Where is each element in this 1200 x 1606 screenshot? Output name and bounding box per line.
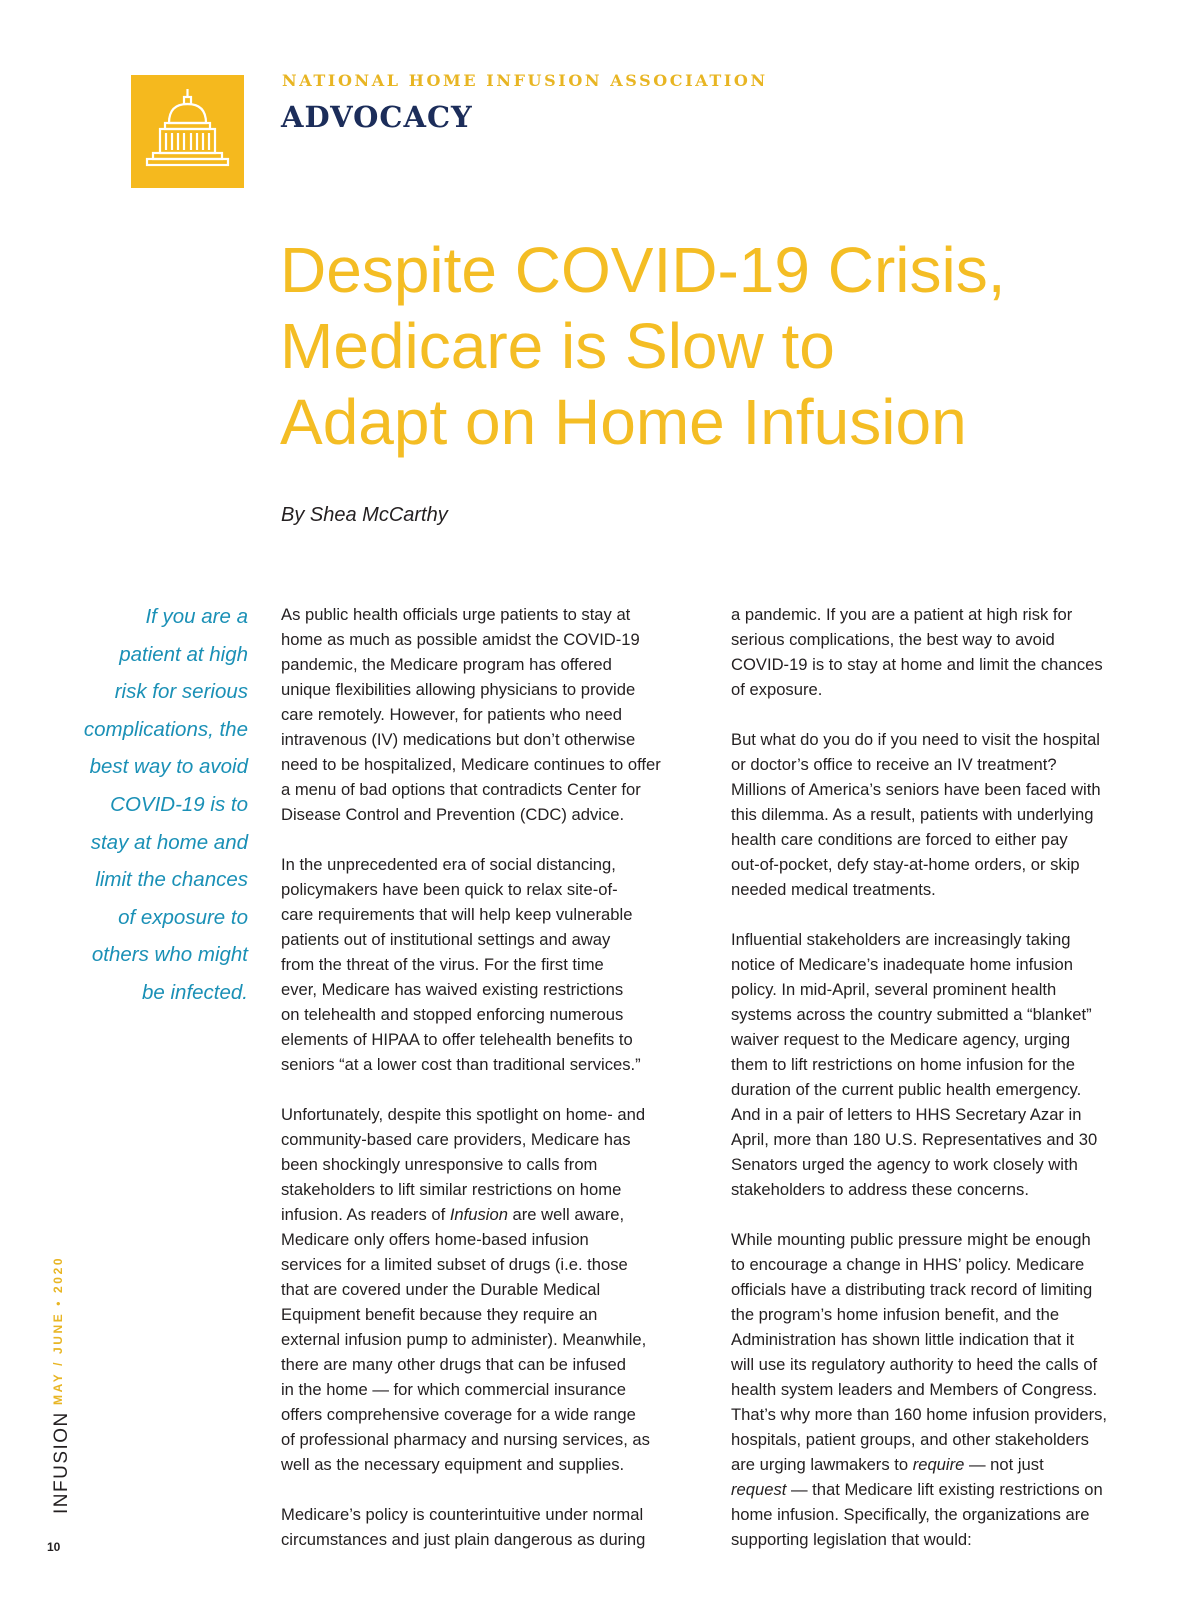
article-line: Medicare only offers home-based infusion (281, 1230, 589, 1249)
article-line: infusion. As readers of Infusion are well aware, (281, 1205, 625, 1224)
article-line: external infusion pump to administer). Meanwhile, (281, 1330, 647, 1349)
headline-line: Despite COVID-19 Crisis, (280, 234, 1006, 306)
article-line: COVID-19 is to stay at home and limit the chances (731, 655, 1103, 674)
pull-quote-line: patient at high (119, 642, 248, 666)
article-paragraph (731, 602, 1156, 702)
article-line: pandemic, the Medicare program has offered (281, 655, 612, 674)
article-line: Disease Control and Prevention (CDC) advice. (281, 805, 625, 824)
article-line: of exposure. (731, 680, 823, 699)
article-line: will use its regulatory authority to heed the calls of (731, 1355, 1098, 1374)
article-line: Senators urged the agency to work closely with (731, 1155, 1078, 1174)
article-line: elements of HIPAA to offer telehealth benefits to (281, 1030, 633, 1049)
article-line: care remotely. However, for patients who need (281, 705, 622, 724)
section-title: ADVOCACY (281, 100, 473, 134)
article-column-left (281, 602, 706, 1552)
article-line: Administration has shown little indication that it (731, 1330, 1075, 1349)
article-line: home infusion. Specifically, the organizations are (731, 1505, 1090, 1524)
article-line: supporting legislation that would: (731, 1530, 972, 1549)
pull-quote-line: others who might (91, 943, 248, 967)
article-line: to encourage a change in HHS’ policy. Medicare (731, 1255, 1085, 1274)
article-line: care requirements that will help keep vulnerable (281, 905, 633, 924)
article-line: officials have a distributing track record of limiting (731, 1280, 1093, 1299)
article-line: policy. In mid-April, several prominent health (731, 980, 1057, 999)
article-line: And in a pair of letters to HHS Secretary Azar in (731, 1105, 1082, 1124)
article-line: the program’s home infusion benefit, and the (731, 1305, 1060, 1324)
article-line: that are covered under the Durable Medical (281, 1280, 601, 1299)
issue-date: MAY / JUNE • 2020 (51, 1255, 65, 1405)
article-line: health care conditions are forced to either pay (731, 830, 1068, 849)
article-line: in the home — for which commercial insurance (281, 1380, 626, 1399)
article-line: home as much as possible amidst the COVID-19 (281, 630, 640, 649)
article-line: unique flexibilities allowing physicians to provide (281, 680, 636, 699)
section-logo (131, 75, 244, 188)
article-paragraph (731, 1227, 1156, 1552)
pull-quote-line: of exposure to (118, 905, 248, 929)
page-number: 10 (47, 1540, 61, 1554)
article-line: systems across the country submitted a “blanket” (731, 1005, 1092, 1024)
pull-quote-line: best way to avoid (89, 755, 248, 779)
magazine-name: INFUSION (51, 1411, 72, 1514)
article-line: serious complications, the best way to avoid (731, 630, 1055, 649)
article-line: needed medical treatments. (731, 880, 936, 899)
article-byline: By Shea McCarthy (281, 504, 448, 526)
article-line: circumstances and just plain dangerous as during (281, 1530, 646, 1549)
article-line: stakeholders to address these concerns. (731, 1180, 1029, 1199)
article-line: this dilemma. As a result, patients with underlying (731, 805, 1094, 824)
article-line: are urging lawmakers to require — not just (731, 1455, 1044, 1474)
article-column-right (731, 602, 1156, 1552)
article-line: In the unprecedented era of social distancing, (281, 855, 616, 874)
capitol-dome-icon (131, 75, 244, 188)
article-line: been shockingly unresponsive to calls from (281, 1155, 598, 1174)
pull-quote-line: If you are a (145, 605, 248, 628)
article-line: services for a limited subset of drugs (i.e. those (281, 1255, 628, 1274)
pull-quote-line: be infected. (142, 980, 248, 1004)
article-line: But what do you do if you need to visit the hospital (731, 730, 1100, 749)
headline-line: Adapt on Home Infusion (280, 386, 967, 458)
article-line: from the threat of the virus. For the first time (281, 955, 604, 974)
article-line: waiver request to the Medicare agency, urging (731, 1030, 1071, 1049)
article-line: out-of-pocket, defy stay-at-home orders, or skip (731, 855, 1080, 874)
article-line: Millions of America’s seniors have been faced with (731, 780, 1101, 799)
article-line: health system leaders and Members of Congress. (731, 1380, 1098, 1399)
article-line: patients out of institutional settings and away (281, 930, 611, 949)
article-line: seniors “at a lower cost than traditional services.” (281, 1055, 641, 1074)
article-line: hospitals, patient groups, and other stakeholders (731, 1430, 1089, 1449)
article-line: notice of Medicare’s inadequate home infusion (731, 955, 1073, 974)
article-line: ever, Medicare has waived existing restrictions (281, 980, 624, 999)
article-line: Influential stakeholders are increasingly taking (731, 930, 1071, 949)
organization-name: NATIONAL HOME INFUSION ASSOCIATION (282, 71, 768, 90)
article-line: a menu of bad options that contradicts Center for (281, 780, 641, 799)
article-line: there are many other drugs that can be infused (281, 1355, 626, 1374)
article-line: of professional pharmacy and nursing services, as (281, 1430, 650, 1449)
article-line: or doctor’s office to receive an IV treatment? (731, 755, 1057, 774)
article-line: them to lift restrictions on home infusion for the (731, 1055, 1076, 1074)
article-line: While mounting public pressure might be enough (731, 1230, 1091, 1249)
article-line: intravenous (IV) medications but don’t otherwise (281, 730, 636, 749)
article-paragraph (281, 1102, 706, 1477)
pull-quote (72, 598, 248, 1012)
article-line: on telehealth and stopped enforcing numerous (281, 1005, 624, 1024)
article-line: duration of the current public health emergency. (731, 1080, 1082, 1099)
article-line: As public health officials urge patients to stay at (281, 605, 631, 624)
article-line: That’s why more than 160 home infusion providers, (731, 1405, 1108, 1424)
pull-quote-line: limit the chances (95, 868, 248, 892)
article-line: Equipment benefit because they require an (281, 1305, 598, 1324)
article-line: offers comprehensive coverage for a wide range (281, 1405, 636, 1424)
headline-line: Medicare is Slow to (280, 310, 835, 382)
article-paragraph (281, 1502, 706, 1552)
article-line: April, more than 180 U.S. Representatives and 30 (731, 1130, 1098, 1149)
pull-quote-line: complications, the (83, 717, 248, 741)
article-line: well as the necessary equipment and supplies. (281, 1455, 625, 1474)
article-line: request — that Medicare lift existing restrictions on (731, 1480, 1103, 1499)
article-paragraph (731, 727, 1156, 902)
article-line: policymakers have been quick to relax site-of- (281, 880, 618, 899)
pull-quote-line: stay at home and (90, 830, 248, 854)
article-line: need to be hospitalized, Medicare continues to offer (281, 755, 661, 774)
article-line: community-based care providers, Medicare has (281, 1130, 631, 1149)
pull-quote-line: COVID-19 is to (110, 792, 248, 816)
pull-quote-line: risk for serious (114, 680, 248, 704)
article-line: a pandemic. If you are a patient at high risk for (731, 605, 1073, 624)
article-paragraph (281, 852, 706, 1077)
article-paragraph (281, 602, 706, 827)
article-line: Medicare’s policy is counterintuitive under normal (281, 1505, 644, 1524)
article-line: stakeholders to lift similar restrictions on home (281, 1180, 622, 1199)
article-line: Unfortunately, despite this spotlight on home- and (281, 1105, 646, 1124)
article-headline (280, 232, 1160, 460)
article-paragraph (731, 927, 1156, 1202)
